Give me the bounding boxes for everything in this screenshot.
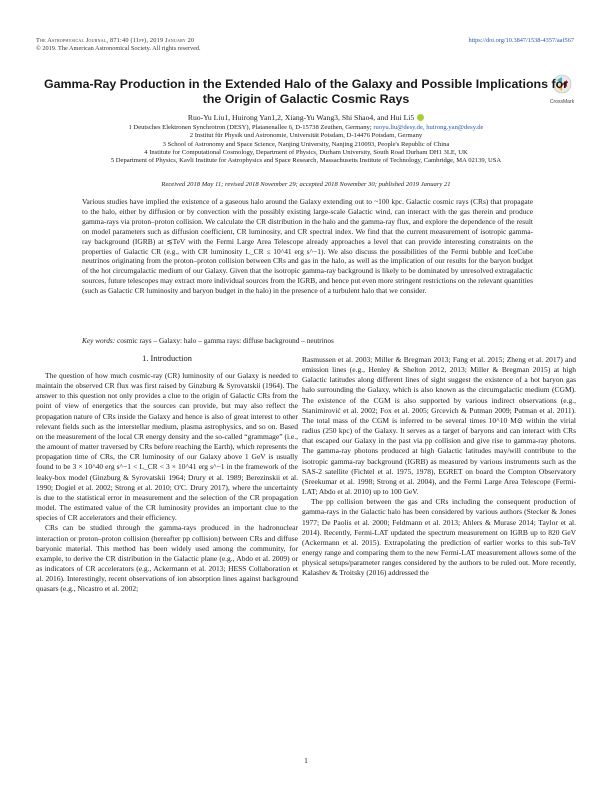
crossmark-label: CrossMark — [549, 99, 575, 105]
affiliation-5: 5 Department of Physics, Kavli Institute for Astrophysics and Space Research, Massachusetts Institute of Technology, Cambridge, MA 02139, USA — [110, 157, 502, 165]
copyright-line: © 2019. The American Astronomical Society. All rights reserved. — [36, 45, 201, 53]
paragraph: The question of how much cosmic-ray (CR) luminosity of our Galaxy is needed to maintain the observed CR flux was first raised by Ginzburg & Syrovatskii (1964). The answer to this question not only provides a clue to the origin of Galactic CRs from the point of view of energetics that the sources can provide, but may also reflect the propagation nature of CRs inside the Galaxy and hence is also of great interest to other relevant fields such as the interstellar medium, plasma astrophysics, and so on. Based on the measurement of the local CR energy density and the so-called “grammage” (i.e., the amount of matter traversed by CRs before reaching the Earth), which represents the propagation time of CRs, the CR luminosity of our Galaxy above 1 GeV is usually found to be 3 × 10^40 erg s^−1 < L_CR < 3 × 10^41 erg s^−1 in the framework of the leaky-box model (Ginzburg & Syrovatskii 1964; Drury et al. 1989; Berezinskii et al. 1990; Dogiel et al. 2002; Strong et al. 2010; O'C. Drury 2017), where the uncertainty is due to the statistical error in measurement and the selection of the CR propagation model. The estimated value of the CR luminosity provides an important clue to the species of CR accelerators and their efficiency. — [36, 371, 298, 523]
keywords-label: Key words: — [82, 336, 116, 345]
page-number: 1 — [304, 756, 308, 765]
authors-text: Ruo-Yu Liu1, Huirong Yan1,2, Xiang-Yu Wang3, Shi Shao4, and Hui Li5 — [187, 113, 415, 122]
keywords-text: cosmic rays – Galaxy: halo – gamma rays: diffuse background – neutrinos — [117, 336, 334, 345]
affiliations — [40, 124, 572, 165]
affiliation-1: 1 Deutsches Elektronen Synchrotron (DESY), Platanenallee 6, D-15738 Zeuthen, Germany; ruoyu.liu@desy.de, huirong.yan@desy.de — [128, 124, 484, 131]
author-list — [40, 113, 572, 122]
abstract — [82, 197, 533, 296]
orcid-icon[interactable] — [417, 114, 424, 121]
paragraph: The pp collision between the gas and CRs including the consequent production of gamma-rays in the Galactic halo has been considered by various authors (Stecker & Jones 1977; De Paolis et al. 2000; Feldmann et al. 2013; Ahlers & Murase 2014; Taylor et al. 2014). Recently, Fermi-LAT updated the spectrum measurement on IGRB up to 820 GeV (Ackermann et al. 2015). Extrapolating the prediction of earlier works to this sub-TeV energy range and comparing them to the new Fermi-LAT measurement allows some of the physical setups/parameter ranges considered by the authors to be ruled out. More recently, Kalashev & Troitsky (2016) addressed the — [302, 497, 576, 578]
abstract-text: Various studies have implied the existence of a gaseous halo around the Galaxy extending out to ~100 kpc. Galactic cosmic rays (CRs) that propagate to the halo, either by diffusion or by convection with the possibly existing large-scale Galactic wind, can interact with the gas therein and produce gamma-rays via proton–proton collision. We calculate the CR distribution in the halo and the gamma-ray flux, and explore the dependence of the result on model parameters such as diffusion coefficient, CR luminosity, and CR spectral index. We find that the current measurement of isotropic gamma-ray background (IGRB) at ≲TeV with the Fermi Large Area Telescope already approaches a level that can provide interesting constraints on the properties of Galactic CR (e.g., with CR luminosity L_CR ≤ 10^41 erg s^−1). We also discuss the possibilities of the Fermi bubble and IceCube neutrinos originating from the proton–proton collision between CRs and gas in the halo, as well as the implication of our results for the baryon budget of the hot circumgalactic medium of our Galaxy. Given that the isotropic gamma-ray background is likely to be dominated by unresolved extragalactic sources, future telescopes may extract more individual sources from the IGRB, and hence put even more stringent restrictions on the relevant quantities (such as Galactic CR luminosity and baryon budget in the halo) in the presence of a turbulent halo that we consider. — [82, 197, 533, 296]
affiliation-3: 3 School of Astronomy and Space Science, Nanjing University, Nanjing 210093, People's Republic of China — [162, 140, 450, 148]
affiliation-4: 4 Institute for Computational Cosmology, Department of Physics, Durham University, South Road Durham DH1 3LE, UK — [144, 148, 468, 156]
keywords — [82, 336, 533, 345]
publication-dates: Received 2018 May 11; revised 2018 November 29; accepted 2018 November 30; published 2019 January 21 — [161, 181, 451, 188]
email-links[interactable]: ruoyu.liu@desy.de, huirong.yan@desy.de — [373, 124, 484, 131]
affiliation-2: 2 Institut für Physik und Astronomie, Universität Potsdam, D-14476 Potsdam, Germany — [189, 132, 423, 140]
running-header — [36, 37, 201, 54]
right-column — [302, 355, 576, 578]
section-heading: 1. Introduction — [142, 354, 192, 363]
left-column — [36, 371, 298, 594]
journal-citation: The Astrophysical Journal, 871:40 (11pp), 2019 January 20 — [36, 37, 195, 44]
doi-link[interactable]: https://doi.org/10.3847/1538-4357/aaf567 — [468, 37, 574, 44]
paper-title: Gamma-Ray Production in the Extended Halo of the Galaxy and Possible Implications for the Origin of Galactic Cosmic Rays — [44, 77, 568, 106]
paragraph: CRs can be studied through the gamma-rays produced in the hadronuclear interaction or proton–proton collision (hereafter pp collision) between CRs and diffuse baryonic material. This method has been widely used among the community, for example, to derive the CR distribution in the Galactic plane (e.g., Abdo et al. 2009) or as indicators of CR accelerators (e.g., Ackermann et al. 2013; HESS Collaboration et al. 2016). Interestingly, recent observations of ion absorption lines against background quasars (e.g., Nicastro et al. 2002; — [36, 523, 298, 594]
paragraph: Rasmussen et al. 2003; Miller & Bregman 2013; Fang et al. 2015; Zheng et al. 2017) and emission lines (e.g., Henley & Shelton 2012, 2013; Miller & Bregman 2015) at high Galactic latitudes along different lines of sight suggest the existence of a hot baryon gas halo surrounding the Galaxy, which is also known as the circumgalactic medium (CGM). The existence of the CGM is also supported by various indirect observations (e.g., Stanimirović et al. 2002; Fox et al. 2005; Grcevich & Putman 2009; Putman et al. 2011). The total mass of the CGM is inferred to be several times 10^10 M⊙ within the virial radius (250 kpc) of the Galaxy. It serves as a target of baryons and can interact with CRs that escaped our Galaxy in the past via pp collision and give rise to gamma-ray photons. The gamma-ray photons produced at high Galactic latitudes may/will contribute to the isotropic gamma-ray background (IGRB) as measured by various instruments such as the SAS-2 satellite (Fichtel et al. 1975, 1978), EGRET on board the Compton Observatory (Sreekumar et al. 1998; Strong et al. 2004), and the Fermi Large Area Telescope (Fermi-LAT; Abdo et al. 2010) up to 100 GeV. — [302, 355, 576, 497]
